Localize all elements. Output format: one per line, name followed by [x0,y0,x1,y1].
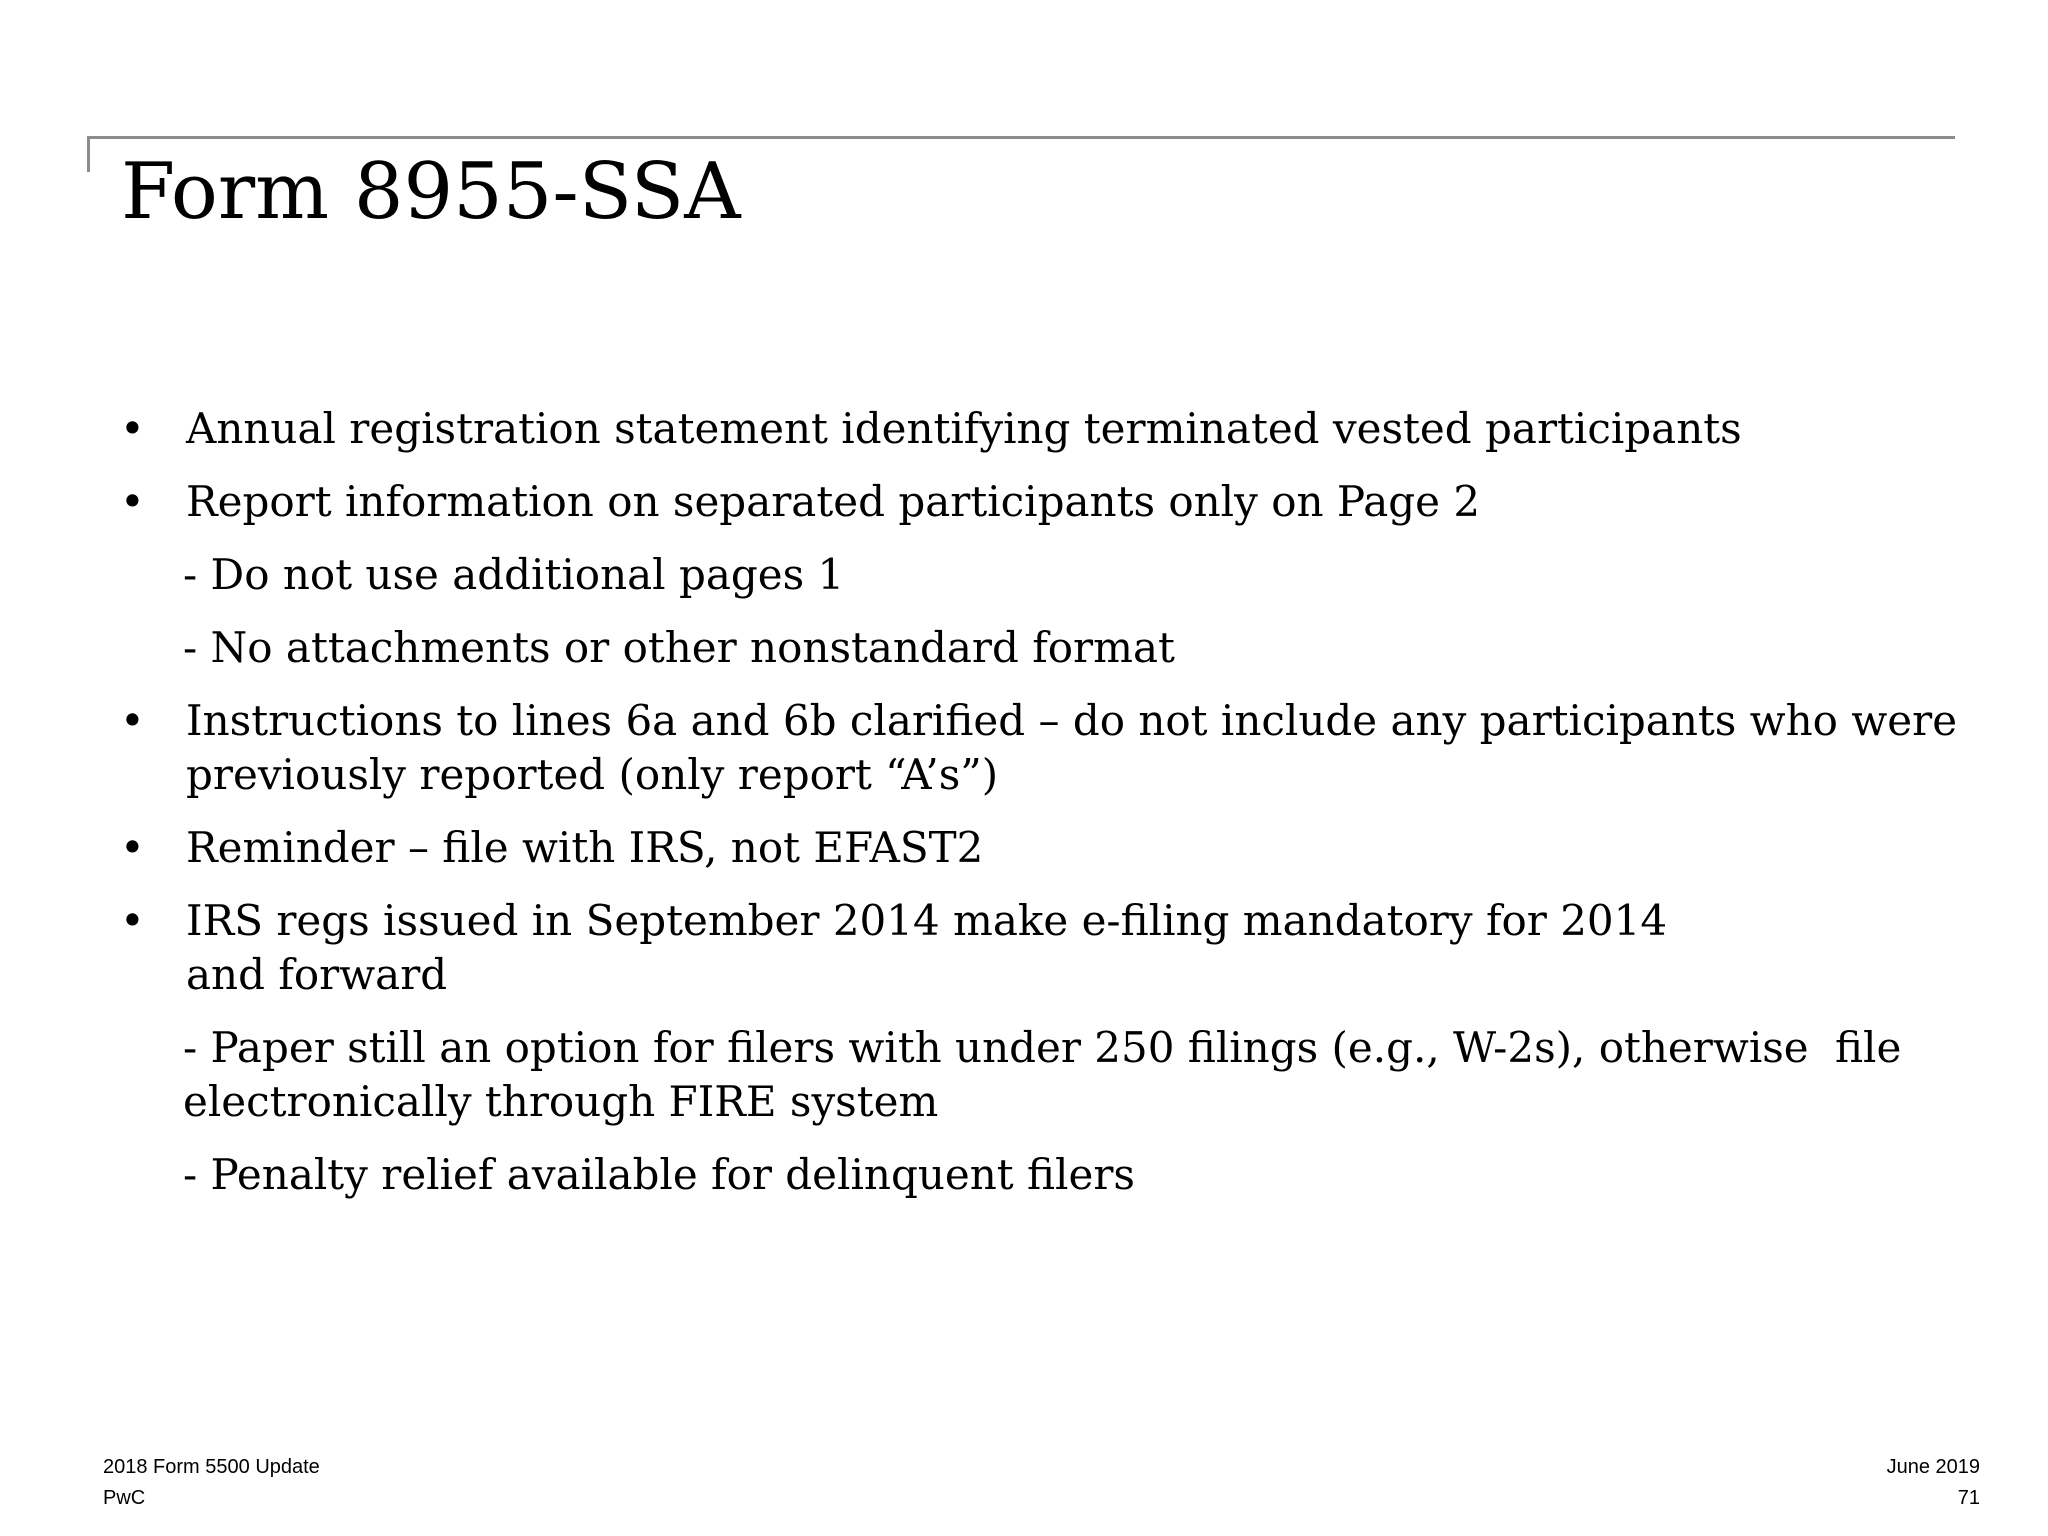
sub-item-penalty-relief: - Penalty relief available for delinquent filers [183,1150,1135,1199]
bullet-instructions-line-1: Instructions to lines 6a and 6b clarified – do not include any participants who were [186,696,1958,745]
bullet-marker: • [120,823,145,872]
bullet-marker: • [120,404,145,453]
bullet-irs-regs-line-2: and forward [186,950,448,999]
bullet-irs-regs-line-1: IRS regs issued in September 2014 make e-filing mandatory for 2014 [186,896,1668,945]
title-rule [87,136,1955,139]
footer-company: PwC [103,1487,146,1509]
title-rule-tick [87,136,90,172]
bullet-annual-registration: Annual registration statement identifying terminated vested participants [186,404,1742,453]
footer-date: June 2019 [1886,1456,1980,1478]
sub-item-paper-option-trailing: file [1835,1023,1902,1072]
bullet-instructions-line-2: previously reported (only report “A’s”) [186,750,999,799]
footer-presentation-name: 2018 Form 5500 Update [103,1456,320,1478]
sub-item-no-additional-pages: - Do not use additional pages 1 [183,550,845,599]
slide-title: Form 8955-SSA [121,147,741,237]
bullet-marker: • [120,696,145,745]
sub-item-paper-option-line-1: - Paper still an option for filers with under 250 filings (e.g., W-2s), otherwise [183,1023,1809,1072]
bullet-marker: • [120,477,145,526]
bullet-report-information: Report information on separated participants only on Page 2 [186,477,1481,526]
bullet-marker: • [120,896,145,945]
footer-page-number: 71 [1957,1487,1980,1509]
sub-item-no-attachments: - No attachments or other nonstandard format [183,623,1175,672]
sub-item-paper-option-line-2: electronically through FIRE system [183,1077,939,1126]
bullet-reminder: Reminder – file with IRS, not EFAST2 [186,823,984,872]
